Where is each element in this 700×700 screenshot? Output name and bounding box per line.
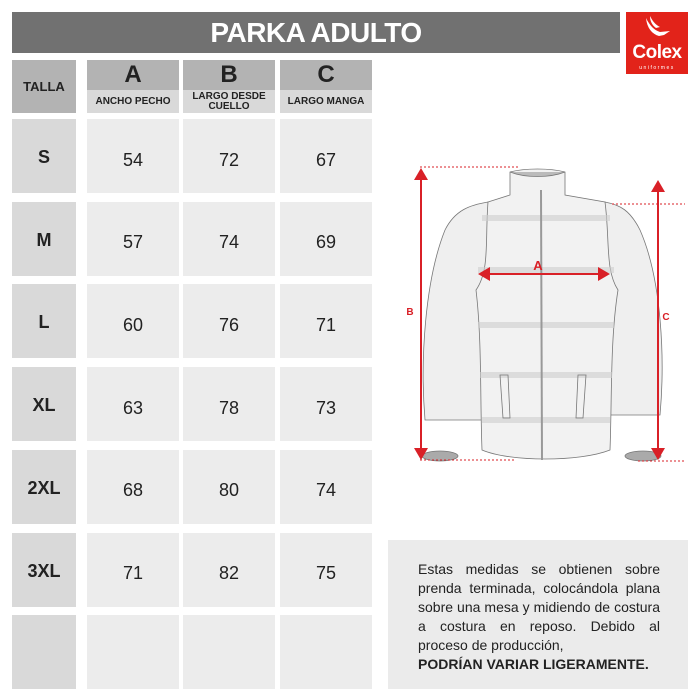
- measurement-cell: 67: [280, 119, 372, 193]
- note-text: Estas medidas se obtienen sobre prenda terminada, colocándola plana sobre una mesa y midiendo de costura a costura en reposo. Debido al proceso de producción,: [418, 561, 660, 653]
- note-emphasis: PODRÍAN VARIAR LIGERAMENTE.: [418, 656, 649, 672]
- measurement-cell: 73: [280, 367, 372, 441]
- column-label: LARGO MANGA: [280, 90, 372, 113]
- measurement-cell: 71: [280, 284, 372, 358]
- measurement-cell: 74: [183, 202, 275, 276]
- size-cell: M: [12, 202, 76, 276]
- label-c: C: [662, 312, 670, 323]
- label-b: B: [406, 307, 414, 318]
- page-title: PARKA ADULTO: [12, 12, 620, 53]
- measurement-cell: [183, 615, 275, 689]
- size-cell: S: [12, 119, 76, 193]
- size-cell: 3XL: [12, 533, 76, 607]
- measurement-cell: 80: [183, 450, 275, 524]
- label-a: A: [533, 258, 543, 273]
- size-cell: 2XL: [12, 450, 76, 524]
- measurement-note: [388, 540, 688, 689]
- brand-logo: [626, 12, 688, 74]
- measurement-cell: 82: [183, 533, 275, 607]
- measurement-cell: 69: [280, 202, 372, 276]
- measurement-cell: 60: [87, 284, 179, 358]
- size-cell: [12, 615, 76, 689]
- measurement-cell: 76: [183, 284, 275, 358]
- size-cell: XL: [12, 367, 76, 441]
- measurement-cell: 74: [280, 450, 372, 524]
- size-cell: L: [12, 284, 76, 358]
- parka-illustration: [422, 169, 662, 461]
- column-label: LARGO DESDE CUELLO: [183, 90, 275, 113]
- measurement-cell: 63: [87, 367, 179, 441]
- measurement-cell: [280, 615, 372, 689]
- bird-logo-icon: [626, 12, 688, 44]
- logo-brand: Colex: [632, 42, 682, 63]
- measurement-cell: 72: [183, 119, 275, 193]
- header-talla: TALLA: [12, 60, 76, 113]
- measurement-cell: 71: [87, 533, 179, 607]
- logo-subtitle: uniformes: [639, 65, 675, 71]
- column-label: ANCHO PECHO: [87, 90, 179, 113]
- parka-diagram: [400, 160, 690, 470]
- column-letter: A: [87, 60, 179, 90]
- measurement-cell: 75: [280, 533, 372, 607]
- measurement-cell: 68: [87, 450, 179, 524]
- measurement-cell: 54: [87, 119, 179, 193]
- column-letter: B: [183, 60, 275, 90]
- measurement-cell: [87, 615, 179, 689]
- column-letter: C: [280, 60, 372, 90]
- measurement-cell: 78: [183, 367, 275, 441]
- measurement-cell: 57: [87, 202, 179, 276]
